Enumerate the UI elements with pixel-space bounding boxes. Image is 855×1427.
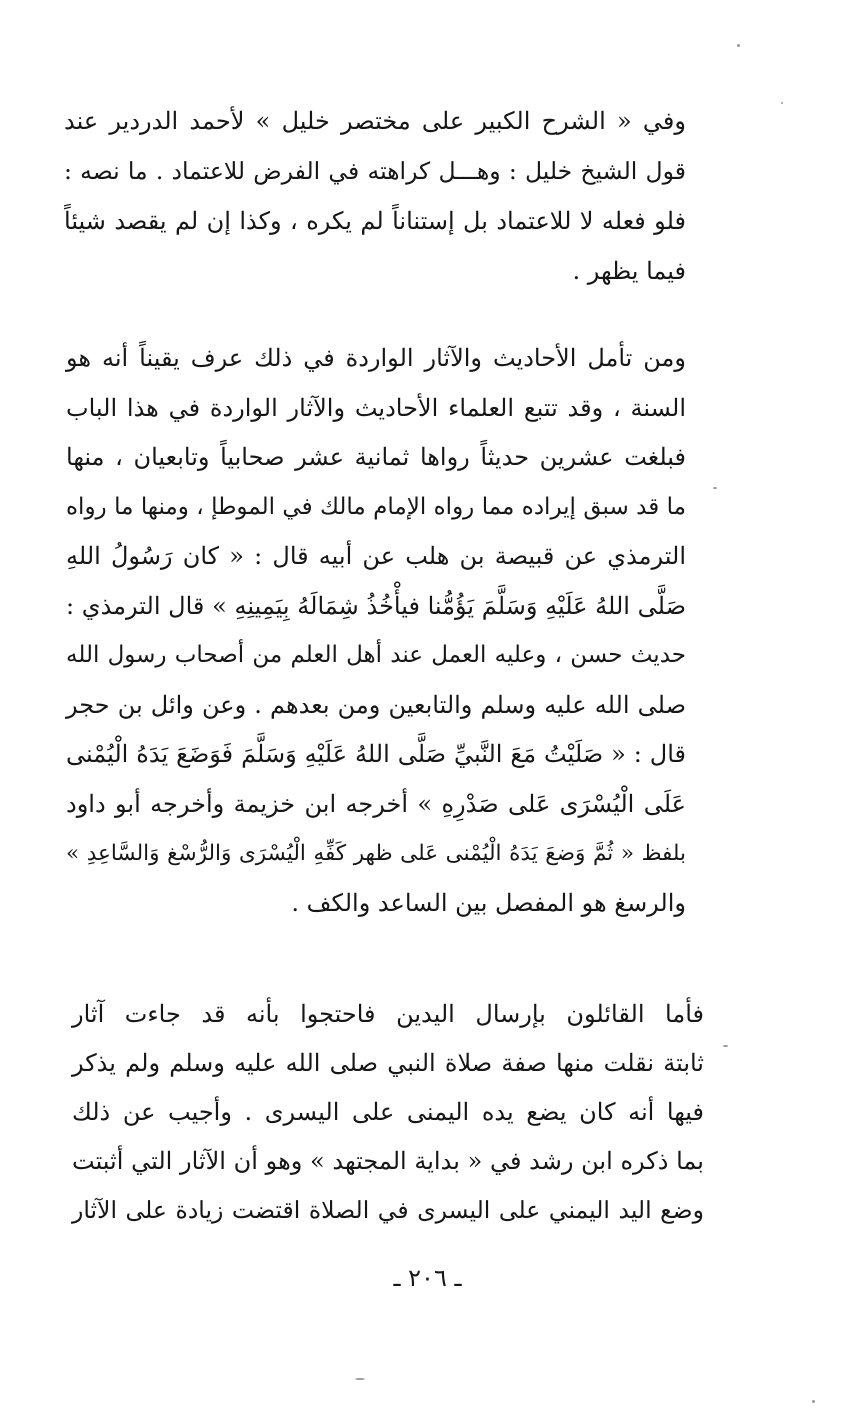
text-line: صَلَّى اللهُ عَلَيْهِ وَسَلَّمَ يَؤُمُّنا فيأْخُذُ شِمَالَهُ بِيَمِينِهِ » قال الترمذي : [66,591,686,620]
text-line: صلى الله عليه وسلم والتابعين ومن بعدهم . وعن وائل بن حجر [66,690,686,719]
page-number: ـ ٢٠٦ ـ [393,1264,462,1292]
scan-speck [723,1045,728,1047]
scan-speck [812,1400,815,1403]
text-line: والرسغ هو المفصل بين الساعد والكف . [291,888,686,917]
text-line: قول الشيخ خليل : وهـــل كراهته في الفرض للاعتماد . ما نصه : [64,157,686,185]
text-line: وفي « الشرح الكبير على مختصر خليل » لأحمد الدردير عند [64,107,686,135]
text-line: فيما يظهر . [572,257,686,285]
text-line: الترمذي عن قبيصة بن هلب عن أبيه قال : « كان رَسُولُ اللهِ [66,542,686,570]
scan-speck [713,487,717,489]
text-line: السنة ، وقد تتبع العلماء الأحاديث والآثار الواردة في هذا الباب [66,393,686,422]
text-line: فبلغت عشرين حديثاً رواها ثمانية عشر صحابياً وتابعيان ، منها [66,443,686,471]
scan-speck [737,44,740,47]
text-line: وضع اليد اليمني على اليسرى في الصلاة اقتضت زيادة على الآثار [72,1196,704,1224]
text-line: بما ذكره ابن رشد في « بداية المجتهد » وهو أن الآثار التي أثبتت [72,1147,704,1175]
text-line: قال : « صَلَيْتُ مَعَ النَّبيِّ صَلَّى اللهُ عَلَيْهِ وَسَلَّمَ فَوَضَعَ يَدَهُ الْيُمْنى [66,740,686,768]
text-line: حديث حسن ، وعليه العمل عند أهل العلم من أصحاب رسول الله [66,642,686,668]
text-line: ومن تأمل الأحاديث والآثار الواردة في ذلك عرف يقيناً أنه هو [66,344,686,372]
paragraph-2 [66,334,686,928]
scan-speck [355,1378,365,1380]
paragraph-3 [72,990,704,1235]
scan-speck [781,102,783,104]
text-line: فلو فعله لا للاعتماد بل إستناناً لم يكره ، وكذا إن لم يقصد شيئاً [64,207,686,235]
text-line: ما قد سبق إيراده مما رواه الإمام مالك في الموطإ ، ومنها ما رواه [66,493,686,520]
text-line: عَلَى الْيُسْرَى عَلى صَدْرِهِ » أخرجه ابن خزيمة وأخرجه أبو داود [66,789,686,818]
paragraph-1 [64,96,686,296]
text-line: فأما القائلون بإرسال اليدين فاحتجوا بأنه قد جاءت آثار [72,1000,704,1028]
text-line: بلفظ « ثُمَّ وَضعَ يَدَهُ الْيُمْنى عَلى ظهر كَفِّهِ الْيُسْرَى وَالرُّسْغ وَالسَّاعِدِ » [66,841,686,866]
text-line: فيها أنه كان يضع يده اليمنى على اليسرى . وأجيب عن ذلك [72,1098,704,1126]
text-line: ثابتة نقلت منها صفة صلاة النبي صلى الله عليه وسلم ولم يذكر [72,1049,704,1077]
